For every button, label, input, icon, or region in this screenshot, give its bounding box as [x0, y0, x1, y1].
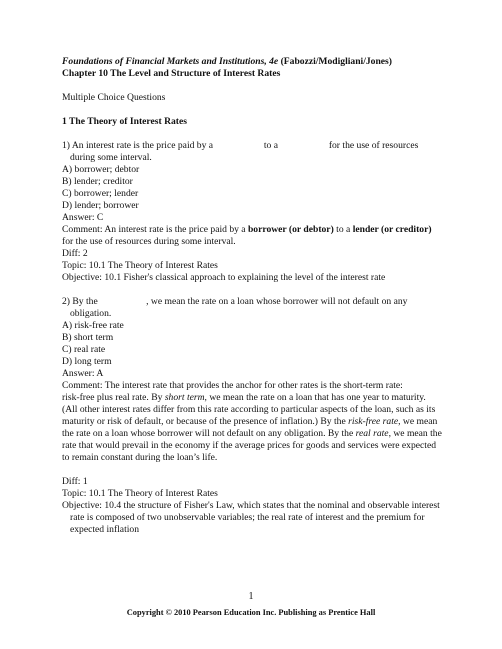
comment-text: to a: [333, 224, 353, 235]
stem-part: 1) An interest rate is the price paid by a: [62, 140, 214, 151]
objective: Objective: 10.4 the structure of Fisher's Law, which states that the nominal and observable interest rate is composed of two unobservable variables; the real rate of interest and the premium for expected inflation: [62, 500, 440, 535]
option: B) lender; creditor: [62, 176, 133, 187]
stem-part: , we mean the rate on a loan whose borrower will not default on any obligation.: [70, 296, 408, 319]
section-type: Multiple Choice Questions: [62, 92, 166, 103]
book-authors: (Fabozzi/Modigliani/Jones): [278, 56, 392, 67]
objective: Objective: 10.1 Fisher's classical approach to explaining the level of the interest rate: [62, 272, 386, 283]
option: C) borrower; lender: [62, 188, 139, 199]
question-stem: [62, 140, 442, 164]
comment-bold: borrower (or debtor): [247, 224, 334, 235]
stem-part: to a: [263, 140, 278, 151]
stem-part: for the use of resources during some interval.: [70, 140, 419, 163]
copyright-notice: Copyright © 2010 Pearson Education Inc. Publishing as Prentice Hall: [126, 608, 376, 617]
option: B) short term: [62, 332, 114, 343]
comment: Comment: The interest rate that provides the anchor for other rates is the short-term rate:: [62, 380, 403, 391]
comment-italic: real rate: [355, 428, 389, 439]
comment-text: risk-free plus real rate. By: [62, 392, 165, 403]
question-1: [62, 140, 442, 284]
chapter-title: Chapter 10 The Level and Structure of Interest Rates: [62, 68, 281, 79]
comment-text: , we mean the rate on a loan that has one year to maturity. (All other interest rates differ from this rate according to particular aspects of the loan, such as its maturity or risk of default, or because of the presence of inflation.) By the: [62, 392, 436, 427]
book-title: Foundations of Financial Markets and Institutions, 4e: [62, 56, 279, 67]
topic: Topic: 10.1 The Theory of Interest Rates: [62, 260, 218, 271]
comment: [62, 224, 442, 248]
comment-text: , we mean the rate on a loan whose borrower will not default on any obligation. By the: [62, 416, 438, 439]
book-header: [62, 56, 442, 68]
answer: Answer: C: [62, 212, 104, 223]
difficulty: Diff: 1: [62, 476, 88, 487]
comment-italic: risk-free rate: [348, 416, 399, 427]
comment-text: Comment: An interest rate is the price paid by a: [62, 224, 248, 235]
question-2: [62, 296, 442, 536]
option: A) borrower; debtor: [62, 164, 140, 175]
comment-text: , we mean the rate that would prevail in the economy if the average prices for goods and services were expected to remain constant during the loan’s life.: [62, 428, 442, 463]
comment-italic: short term: [164, 392, 205, 403]
question-stem: [62, 296, 442, 320]
page-number: 1: [248, 591, 254, 602]
comment-bold: lender (or creditor): [352, 224, 432, 235]
stem-part: 2) By the: [62, 296, 98, 307]
comment-body: [62, 392, 442, 464]
option: C) real rate: [62, 344, 106, 355]
difficulty: Diff: 2: [62, 248, 88, 259]
option: D) long term: [62, 356, 112, 367]
comment-text: for the use of resources during some interval.: [62, 236, 236, 247]
answer: Answer: A: [62, 368, 104, 379]
section-heading: 1 The Theory of Interest Rates: [62, 116, 187, 127]
option: D) lender; borrower: [62, 200, 139, 211]
topic: Topic: 10.1 The Theory of Interest Rates: [62, 488, 218, 499]
document-page: [62, 56, 442, 536]
option: A) risk-free rate: [62, 320, 124, 331]
